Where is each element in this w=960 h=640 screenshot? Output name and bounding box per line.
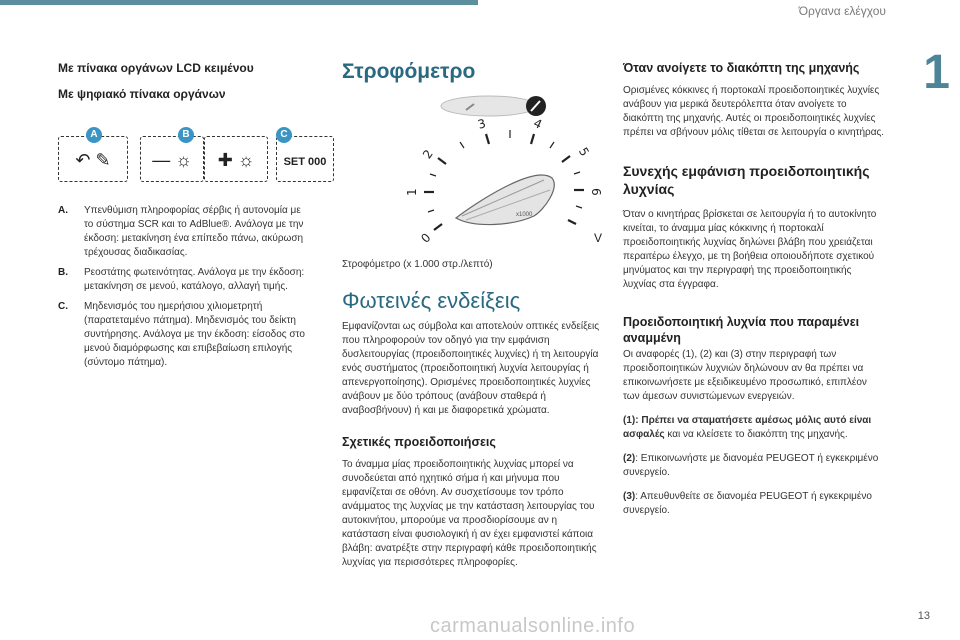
column-controls — [58, 60, 327, 376]
svg-text:V: V — [594, 231, 603, 245]
tacho-unit: x1000 — [516, 212, 533, 218]
badge-a: A — [86, 127, 102, 143]
tick-label-2: 2 — [419, 147, 436, 162]
tick-label-6: 6 — [589, 188, 603, 196]
wrench-return-icon: ↶ ✎ — [75, 150, 111, 170]
definition-a: A. Υπενθύμιση πληροφορίας σέρβις ή αυτονομία με το σύστημα SCR και το AdBlue®. Ανάλογα με την έκδοση: μετακίνηση ένα επίπεδο πάνω, ακύρωση τρέχουσας διαδικασίας. — [58, 205, 304, 258]
warning-lights-title: Φωτεινές ενδείξεις — [342, 288, 521, 313]
tachometer-illustration — [394, 92, 624, 252]
button-panels — [58, 128, 338, 186]
tachometer-title: Στροφόμετρο — [342, 60, 476, 83]
item-1: (1): Πρέπει να σταματήσετε αμέσως μόλις αυτό είναι ασφαλές και να κλείσετε το διακόπτη της μηχανής. — [623, 415, 872, 440]
badge-b: B — [178, 127, 194, 143]
tick-label-4: 4 — [531, 115, 545, 132]
heading-lcd: Με πίνακα οργάνων LCD κειμένου — [58, 61, 254, 75]
definitions-list — [58, 204, 308, 370]
stays-on-title: Προειδοποιητική λυχνία που παραμένει αναμμένη — [623, 315, 860, 345]
item-2: (2): Επικοινωνήστε με διανομέα PEUGEOT ή εγκεκριμένο συνεργείο. — [623, 453, 879, 478]
continuous-text: Όταν ο κινητήρας βρίσκεται σε λειτουργία ή το αυτοκίνητο κινείται, το άναμμα μίας κόκκινης ή πορτοκαλί προειδοποιητικής λυχνίας δηλώνει βλάβη που χρειάζεται περαιτέρω έλεγχο, με τη βοήθεια οποιουδήποτε σχετικού μηνύματος και την περιγραφή της προειδοποιητικής λυχνίας στα έγγραφα. — [623, 209, 877, 290]
stays-on-text: Οι αναφορές (1), (2) και (3) στην περιγραφή των προειδοποιητικών λυχνιών δηλώνουν αν θα πρέπει να επικοινωνήσετε με εξειδικευμένο προσωπικό, επιπλέον των άμεσων συνιστώμενων ενεργειών. — [623, 349, 867, 402]
section-title: Όργανα ελέγχου — [798, 4, 886, 18]
tachometer-dial — [394, 92, 624, 252]
column-warnings — [623, 60, 885, 518]
warning-lights-text: Εμφανίζονται ως σύμβολα και αποτελούν οπτικές ενδείξεις που πληροφορούν τον οδηγό για την εμφάνιση δυσλειτουργίας (προειδοποιητικές λυχνίες) ή τη λειτουργία ενός συστήματος (προειδοποιητική λυχνία λειτουργίας ή απενεργοποίησης). Ορισμένες προειδοποιητικές λυχνίες ανάβουν με δύο τρόπους (ανάβουν σταθερά ή αναβοσβήνουν) ή και με διαφορετικά χρώματα. — [342, 321, 600, 416]
tick-label-0: 0 — [418, 230, 434, 246]
item-3: (3): Απευθυνθείτε σε διανομέα PEUGEOT ή εγκεκριμένο συνεργείο. — [623, 491, 872, 516]
ignition-text: Ορισμένες κόκκινες ή πορτοκαλί προειδοποιητικές λυχνίες ανάβουν για μερικά δευτερόλεπτα όταν ανοίγετε το διακόπτη της μηχανής. Αυτές οι προειδοποιητικές λυχνίες πρέπει να σβήνουν μόλις τίθεται σε λειτουργία ο κινητήρας. — [623, 85, 885, 138]
brightness-minus-icon: — ☼ — [152, 150, 192, 170]
definition-b: B. Ρεοστάτης φωτεινότητας. Ανάλογα με την έκδοση: μετακίνηση σε μενού, κατάλογο, αλλαγή τιμής. — [58, 267, 305, 292]
tick-label-1: 1 — [405, 188, 419, 196]
definition-c: C. Μηδενισμός του ημερήσιου χιλιομετρητή (παρατεταμένο πάτημα). Μηδενισμός του δείκτη συντήρησης. Ανάλογα με την έκδοση: είσοδος στο μενού διαμόρφωσης και επιβεβαίωση επιλογής (σύντομο πάτημα). — [58, 301, 305, 368]
related-warnings-text: Το άναμμα μίας προειδοποιητικής λυχνίας μπορεί να συνοδεύεται από ηχητικό σήμα ή και μήνυμα που εμφανίζεται σε οθόνη. Αν συσχετίσουμε τον τρόπο ανάμματος της λυχνίας με την κατάσταση λειτουργίας του αυτοκινήτου, μπορούμε να προσδιορίσουμε αν η κατάσταση είναι φυσιολογική ή αν έχει εμφανιστεί κάποια βλάβη: ανατρέξτε στην περιγραφή κάθε προειδοποιητικής λυχνίας για περισσότερες πληροφορίες. — [342, 459, 597, 568]
top-accent-bar — [0, 0, 478, 5]
column-tachometer — [342, 60, 602, 570]
panel-b-plus[interactable] — [204, 136, 268, 182]
chapter-number: 1 — [923, 46, 950, 99]
tick-label-3: 3 — [476, 116, 488, 132]
tachometer-caption: Στροφόμετρο (x 1.000 στρ./λεπτό) — [342, 259, 493, 270]
tick-label-5: 5 — [575, 145, 592, 159]
page-number: 13 — [917, 610, 930, 622]
badge-c: C — [276, 127, 292, 143]
panel-b-minus[interactable] — [140, 136, 204, 182]
brightness-plus-icon: ✚ ☼ — [217, 150, 255, 170]
watermark: carmanualsonline.info — [430, 615, 636, 637]
related-warnings-title: Σχετικές προειδοποιήσεις — [342, 435, 496, 449]
set-button-label: SET 000 — [283, 156, 327, 168]
heading-digital: Με ψηφιακό πίνακα οργάνων — [58, 87, 226, 101]
ignition-title: Όταν ανοίγετε το διακόπτη της μηχανής — [623, 61, 860, 75]
continuous-title: Συνεχής εμφάνιση προειδοποιητικής λυχνίας — [623, 163, 870, 197]
